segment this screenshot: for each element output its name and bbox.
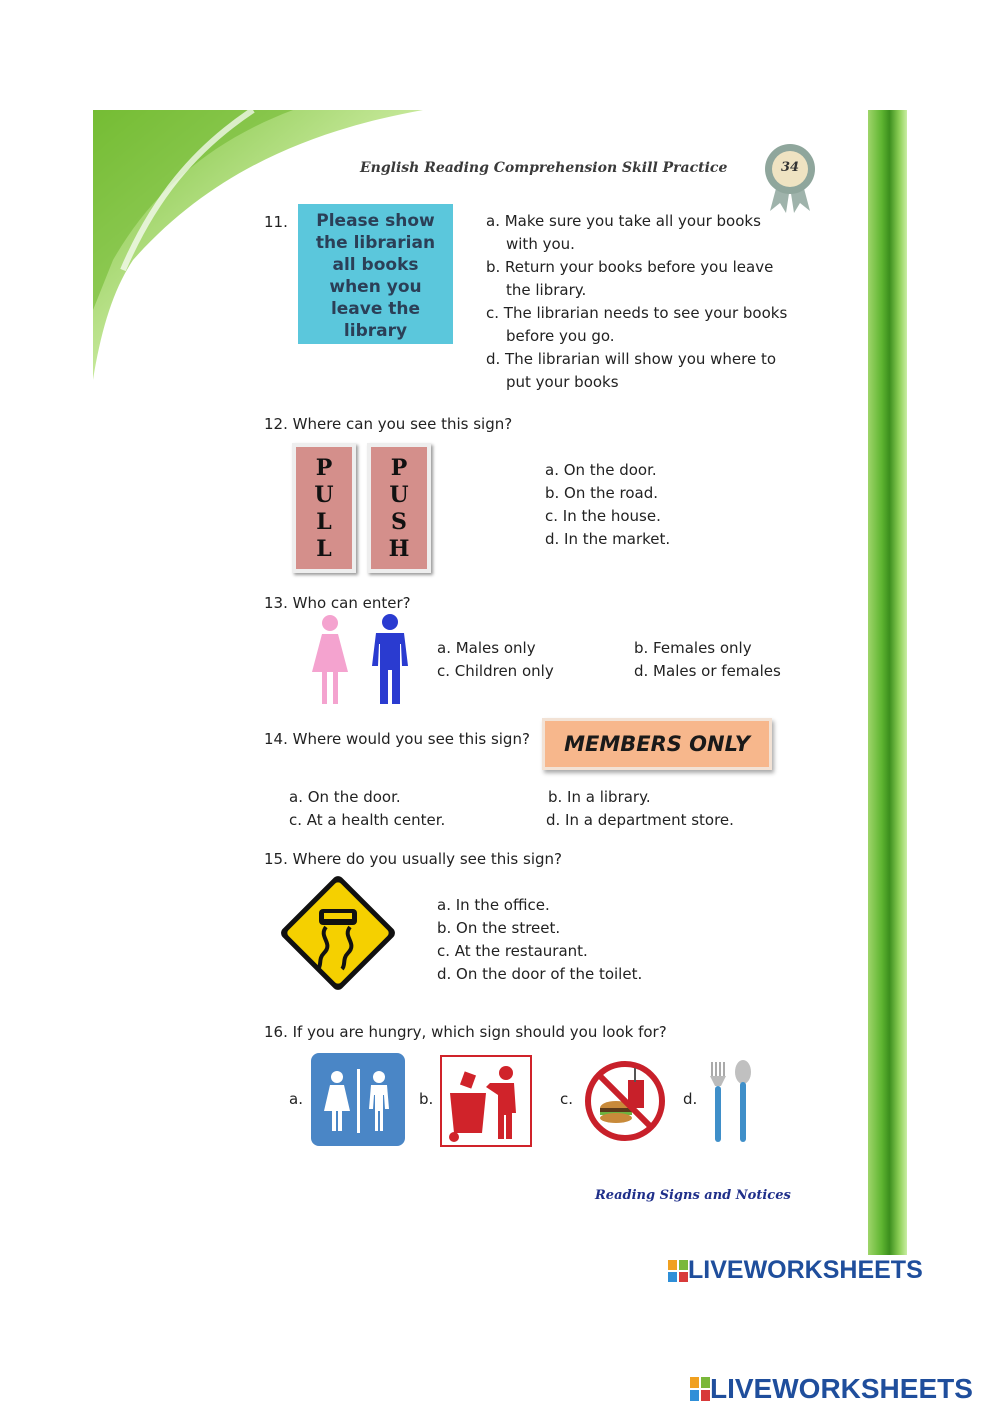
male-figure-icon <box>370 614 410 706</box>
green-side-band <box>868 110 907 1255</box>
inner-brand <box>668 1256 923 1285</box>
page-number-badge <box>764 143 816 215</box>
q11-option-c[interactable]: c. The librarian needs to see your books before you go. <box>486 304 788 345</box>
q15-question: 15. Where do you usually see this sign? <box>264 850 562 868</box>
q11-option-a[interactable]: a. Make sure you take all your books with you. <box>486 212 761 253</box>
q13-option-d[interactable]: d. Males or females <box>634 662 781 680</box>
sign-line: leave the <box>330 299 421 319</box>
q11-number: 11. <box>264 213 288 231</box>
liveworksheets-logo-icon <box>690 1377 710 1401</box>
fork-and-spoon-icon[interactable] <box>705 1058 757 1144</box>
q13-option-b[interactable]: b. Females only <box>634 639 752 657</box>
female-figure-icon <box>308 614 352 706</box>
q12-option-a[interactable]: a. On the door. <box>545 461 657 479</box>
library-notice-sign <box>298 204 453 344</box>
q16-label-b: b. <box>419 1090 434 1108</box>
q13-option-c[interactable]: c. Children only <box>437 662 554 680</box>
q11-option-d[interactable]: d. The librarian will show you where to put your books <box>486 350 777 391</box>
push-sign: P U S H <box>367 443 431 573</box>
worksheet-footer-title: Reading Signs and Notices <box>595 1188 791 1203</box>
q12-options <box>545 459 670 551</box>
q15-option-d[interactable]: d. On the door of the toilet. <box>437 965 643 983</box>
q12-option-c[interactable]: c. In the house. <box>545 507 661 525</box>
q15-options <box>437 894 642 986</box>
brand-name: LIVEWORKSHEETS <box>710 1373 973 1404</box>
sign-line: when you <box>329 277 422 297</box>
outer-brand[interactable] <box>690 1373 973 1405</box>
q12-option-b[interactable]: b. On the road. <box>545 484 659 502</box>
q16-question: 16. If you are hungry, which sign should you look for? <box>264 1023 667 1041</box>
q16-label-c: c. <box>560 1090 574 1108</box>
q13-option-a[interactable]: a. Males only <box>437 639 536 657</box>
q12-question: 12. Where can you see this sign? <box>264 415 513 433</box>
brand-name: LIVEWORKSHEETS <box>688 1256 923 1284</box>
q14-option-c[interactable]: c. At a health center. <box>289 811 446 829</box>
q14-question: 14. Where would you see this sign? <box>264 730 530 748</box>
q16-label-a: a. <box>289 1090 303 1108</box>
restroom-sign-icon[interactable] <box>311 1053 405 1146</box>
pull-sign: P U L L <box>292 443 356 573</box>
sign-line: all books <box>332 255 419 275</box>
q14-option-b[interactable]: b. In a library. <box>548 788 651 806</box>
q15-option-c[interactable]: c. At the restaurant. <box>437 942 588 960</box>
sign-line: library <box>343 321 408 341</box>
q11-option-b[interactable]: b. Return your books before you leave the library. <box>486 258 774 299</box>
sign-line: the librarian <box>315 233 436 253</box>
slippery-road-sign-icon <box>278 873 398 993</box>
q14-option-d[interactable]: d. In a department store. <box>546 811 734 829</box>
q14-option-a[interactable]: a. On the door. <box>289 788 401 806</box>
worksheet-header-title: English Reading Comprehension Skill Practice <box>360 160 728 176</box>
page-number: 34 <box>780 160 800 175</box>
liveworksheets-logo-icon <box>668 1260 688 1282</box>
q12-option-d[interactable]: d. In the market. <box>545 530 671 548</box>
q16-label-d: d. <box>683 1090 698 1108</box>
q11-options <box>486 210 787 394</box>
q15-option-b[interactable]: b. On the street. <box>437 919 561 937</box>
q15-option-a[interactable]: a. In the office. <box>437 896 550 914</box>
q13-question: 13. Who can enter? <box>264 594 411 612</box>
sign-line: Please show <box>316 211 435 231</box>
trash-bin-sign-icon[interactable] <box>440 1055 532 1147</box>
no-food-sign-icon[interactable] <box>584 1060 666 1142</box>
members-only-sign: MEMBERS ONLY <box>542 718 772 770</box>
